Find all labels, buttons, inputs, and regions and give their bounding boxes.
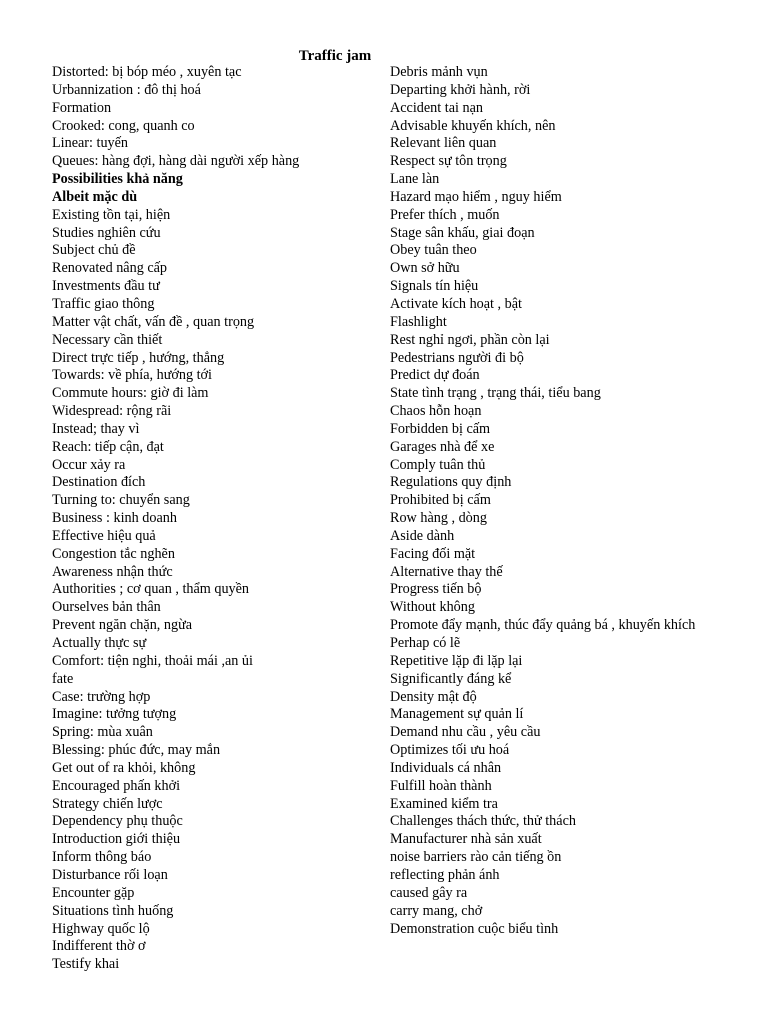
vocabulary-entry: Business : kinh doanh	[52, 510, 177, 527]
vocabulary-entry: Widespread: rộng rãi	[52, 403, 172, 420]
vocabulary-entry: Possibilities khả năng	[52, 171, 183, 188]
vocabulary-entry: Relevant liên quan	[390, 135, 497, 152]
vocabulary-entry: Turning to: chuyển sang	[52, 492, 190, 509]
vocabulary-entry: Progress tiến bộ	[390, 581, 482, 598]
vocabulary-entry: Situations tình huống	[52, 902, 174, 919]
vocabulary-entry: Existing tồn tại, hiện	[52, 206, 171, 223]
vocabulary-entry: Indifferent thờ ơ	[52, 938, 146, 955]
vocabulary-entry: Ourselves bản thân	[52, 599, 161, 616]
vocabulary-entry: Testify khai	[52, 956, 120, 973]
vocabulary-entry: Forbidden bị cấm	[390, 420, 491, 437]
vocabulary-entry: Lane làn	[390, 171, 440, 188]
vocabulary-entry: Prevent ngăn chặn, ngừa	[52, 617, 193, 634]
vocabulary-entry: Renovated nâng cấp	[52, 260, 168, 277]
vocabulary-entry: Departing khởi hành, rời	[390, 81, 531, 98]
vocabulary-entry: Manufacturer nhà sản xuất	[390, 831, 542, 848]
vocabulary-entry: Linear: tuyến	[52, 135, 129, 152]
vocabulary-entry: Respect sự tôn trọng	[390, 153, 507, 170]
vocabulary-entry: Regulations quy định	[390, 474, 512, 491]
vocabulary-entry: Commute hours: giờ đi làm	[52, 385, 209, 402]
vocabulary-entry: Optimizes tối ưu hoá	[390, 742, 510, 759]
vocabulary-entry: Encounter gặp	[52, 884, 135, 901]
vocabulary-entry: Accident tai nạn	[390, 99, 483, 116]
vocabulary-entry: Signals tín hiệu	[390, 278, 479, 295]
vocabulary-entry: Fulfill hoàn thành	[390, 777, 492, 794]
vocabulary-entry: Facing đối mặt	[390, 545, 476, 562]
vocabulary-entry: reflecting phản ánh	[390, 866, 500, 883]
vocabulary-entry: Actually thực sự	[52, 635, 147, 651]
vocabulary-entry: Repetitive lặp đi lặp lại	[390, 652, 523, 669]
vocabulary-entry: Chaos hỗn hoạn	[390, 403, 482, 420]
vocabulary-entry: Prohibited bị cấm	[390, 492, 491, 509]
vocabulary-entry: Case: trường hợp	[52, 688, 151, 705]
vocabulary-entry: Subject chủ đề	[52, 242, 136, 259]
vocabulary-entry: Individuals cá nhân	[390, 759, 502, 776]
vocabulary-entry: Advisable khuyến khích, nên	[390, 117, 556, 134]
vocabulary-entry: Inform thông báo	[52, 849, 152, 866]
vocabulary-entry: noise barriers rào cản tiếng ồn	[390, 849, 562, 866]
vocabulary-entry: Authorities ; cơ quan , thẩm quyền	[52, 581, 250, 598]
vocabulary-entry: Crooked: cong, quanh co	[52, 117, 195, 134]
vocabulary-entry: Occur xảy ra	[52, 456, 126, 473]
vocabulary-entry: Imagine: tưởng tượng	[52, 706, 177, 723]
vocabulary-entry: Congestion tắc nghẽn	[52, 545, 175, 562]
vocabulary-entry: Stage sân khấu, giai đoạn	[390, 224, 535, 241]
vocabulary-entry: Promote đẩy mạnh, thúc đẩy quảng bá , khuyến khích	[390, 617, 696, 634]
vocabulary-entry: fate	[52, 670, 74, 687]
vocabulary-entry: Perhap có lẽ	[390, 635, 461, 651]
vocabulary-entry: Dependency phụ thuộc	[52, 813, 183, 830]
vocabulary-entry: Urbannization : đô thị hoá	[52, 81, 201, 98]
vocabulary-entry: Albeit mặc dù	[52, 188, 138, 205]
right-vocabulary-column	[390, 64, 695, 938]
vocabulary-entry: Debris mảnh vụn	[390, 64, 488, 80]
vocabulary-entry: Aside dành	[390, 527, 455, 544]
vocabulary-entry: Investments đầu tư	[52, 278, 160, 295]
vocabulary-entry: Reach: tiếp cận, đạt	[52, 438, 164, 455]
left-vocabulary-column	[52, 64, 299, 974]
vocabulary-entry: Comply tuân thủ	[390, 456, 486, 473]
vocabulary-entry: Demonstration cuộc biểu tình	[390, 920, 559, 937]
vocabulary-entry: Rest nghỉ ngơi, phần còn lại	[390, 331, 550, 348]
vocabulary-entry: Spring: mùa xuân	[52, 724, 153, 741]
vocabulary-entry: Examined kiểm tra	[390, 795, 498, 812]
vocabulary-entry: Demand nhu cầu , yêu cầu	[390, 724, 541, 741]
vocabulary-entry: Blessing: phúc đức, may mắn	[52, 742, 221, 759]
vocabulary-entry: Challenges thách thức, thử thách	[390, 813, 576, 830]
vocabulary-entry: Prefer thích , muốn	[390, 206, 500, 223]
vocabulary-entry: Towards: về phía, hướng tới	[52, 367, 213, 384]
vocabulary-entry: Garages nhà để xe	[390, 438, 495, 455]
vocabulary-entry: Traffic giao thông	[52, 295, 155, 312]
vocabulary-entry: Highway quốc lộ	[52, 920, 150, 937]
vocabulary-entry: Own sở hữu	[390, 260, 460, 277]
vocabulary-entry: Strategy chiến lược	[52, 795, 163, 812]
vocabulary-entry: Studies nghiên cứu	[52, 224, 161, 241]
vocabulary-entry: Pedestrians người đi bộ	[390, 349, 524, 366]
vocabulary-entry: Destination đích	[52, 474, 146, 491]
vocabulary-entry: Row hàng , dòng	[390, 510, 487, 527]
vocabulary-entry: Distorted: bị bóp méo , xuyên tạc	[52, 64, 242, 80]
vocabulary-entry: Without không	[390, 599, 475, 616]
vocabulary-entry: Obey tuân theo	[390, 242, 477, 259]
vocabulary-entry: Queues: hàng đợi, hàng dài người xếp hàng	[52, 153, 300, 170]
vocabulary-entry: Encouraged phấn khởi	[52, 777, 181, 794]
vocabulary-entry: Significantly đáng kể	[390, 670, 512, 687]
vocabulary-entry: Matter vật chất, vấn đề , quan trọng	[52, 313, 255, 330]
vocabulary-entry: Alternative thay thế	[390, 563, 503, 580]
vocabulary-entry: Predict dự đoán	[390, 367, 480, 384]
vocabulary-entry: Direct trực tiếp , hướng, thẳng	[52, 349, 225, 366]
vocabulary-entry: Management sự quản lí	[390, 706, 524, 723]
vocabulary-entry: Instead; thay vì	[52, 420, 140, 437]
vocabulary-entry: Get out of ra khỏi, không	[52, 759, 196, 776]
vocabulary-entry: State tình trạng , trạng thái, tiểu bang	[390, 385, 601, 402]
vocabulary-entry: Introduction giới thiệu	[52, 831, 181, 848]
vocabulary-entry: Effective hiệu quả	[52, 527, 156, 544]
vocabulary-entry: Necessary cần thiết	[52, 331, 163, 348]
vocabulary-entry: caused gây ra	[390, 884, 468, 901]
vocabulary-entry: Disturbance rối loạn	[52, 866, 168, 883]
vocabulary-entry: Activate kích hoạt , bật	[390, 295, 522, 312]
vocabulary-entry: Comfort: tiện nghi, thoải mái ,an ủi	[52, 652, 253, 669]
vocabulary-entry: carry mang, chở	[390, 902, 483, 919]
vocabulary-entry: Flashlight	[390, 313, 447, 330]
vocabulary-entry: Formation	[52, 99, 112, 116]
vocabulary-entry: Awareness nhận thức	[52, 563, 173, 580]
vocabulary-entry: Density mật độ	[390, 688, 477, 705]
vocabulary-entry: Hazard mạo hiểm , nguy hiểm	[390, 188, 562, 205]
page-title: Traffic jam	[298, 48, 372, 64]
